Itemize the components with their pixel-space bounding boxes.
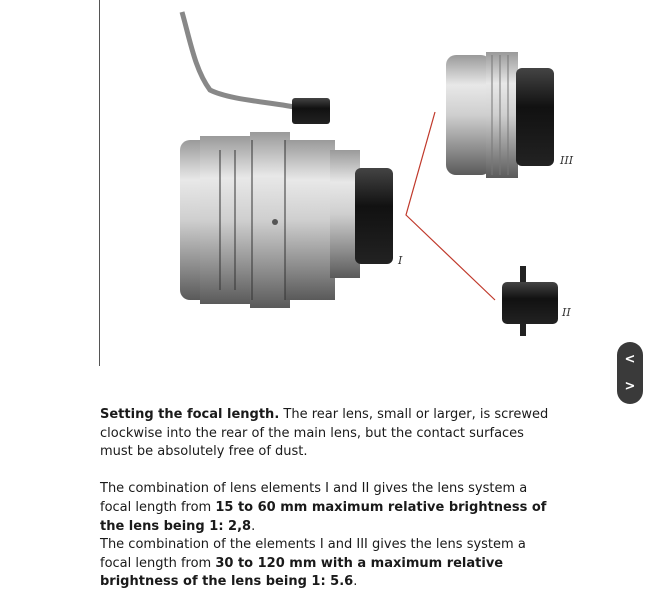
- label-lens-ii: II: [562, 306, 571, 319]
- lever-knob: [292, 98, 330, 124]
- paragraph-text: The rear lens, small or larger, is screwed clockwise into the rear of the main lens, but the contact surfaces must be absolutely free of dust.: [100, 407, 549, 460]
- description-text: [100, 406, 558, 592]
- rear-lens-ii: [502, 266, 558, 336]
- paragraph-text: The combination of the elements I and III gives the lens system a focal length from: [100, 537, 526, 571]
- prev-page-button[interactable]: <: [624, 352, 636, 367]
- next-page-button[interactable]: >: [624, 379, 636, 394]
- paragraph-text: .: [353, 574, 358, 590]
- paragraph-text: .: [251, 518, 256, 534]
- zoom-lever: [182, 12, 300, 108]
- rear-lens-iii: [446, 52, 554, 178]
- main-lens-i: [180, 132, 393, 308]
- paragraph-focal-length: [100, 406, 558, 462]
- paragraph-lens-i-ii: [100, 480, 558, 536]
- paragraph-lens-i-iii: [100, 536, 558, 592]
- lens-figure: [100, 0, 620, 370]
- label-lens-iii: III: [560, 154, 574, 167]
- spec-lens-i-iii: 30 to 120 mm with a maximum relative brightness of the lens being 1: 5.6: [100, 555, 504, 590]
- page-navigator: [617, 342, 643, 404]
- label-lens-i: I: [398, 254, 403, 267]
- lens-illustration: [100, 0, 620, 370]
- spec-lens-i-ii: 15 to 60 mm maximum relative brightness of the lens being 1: 2,8: [100, 499, 547, 534]
- paragraph-text: The combination of lens elements I and II gives the lens system a focal length from: [100, 481, 528, 515]
- heading-focal-length: Setting the focal length.: [100, 407, 280, 422]
